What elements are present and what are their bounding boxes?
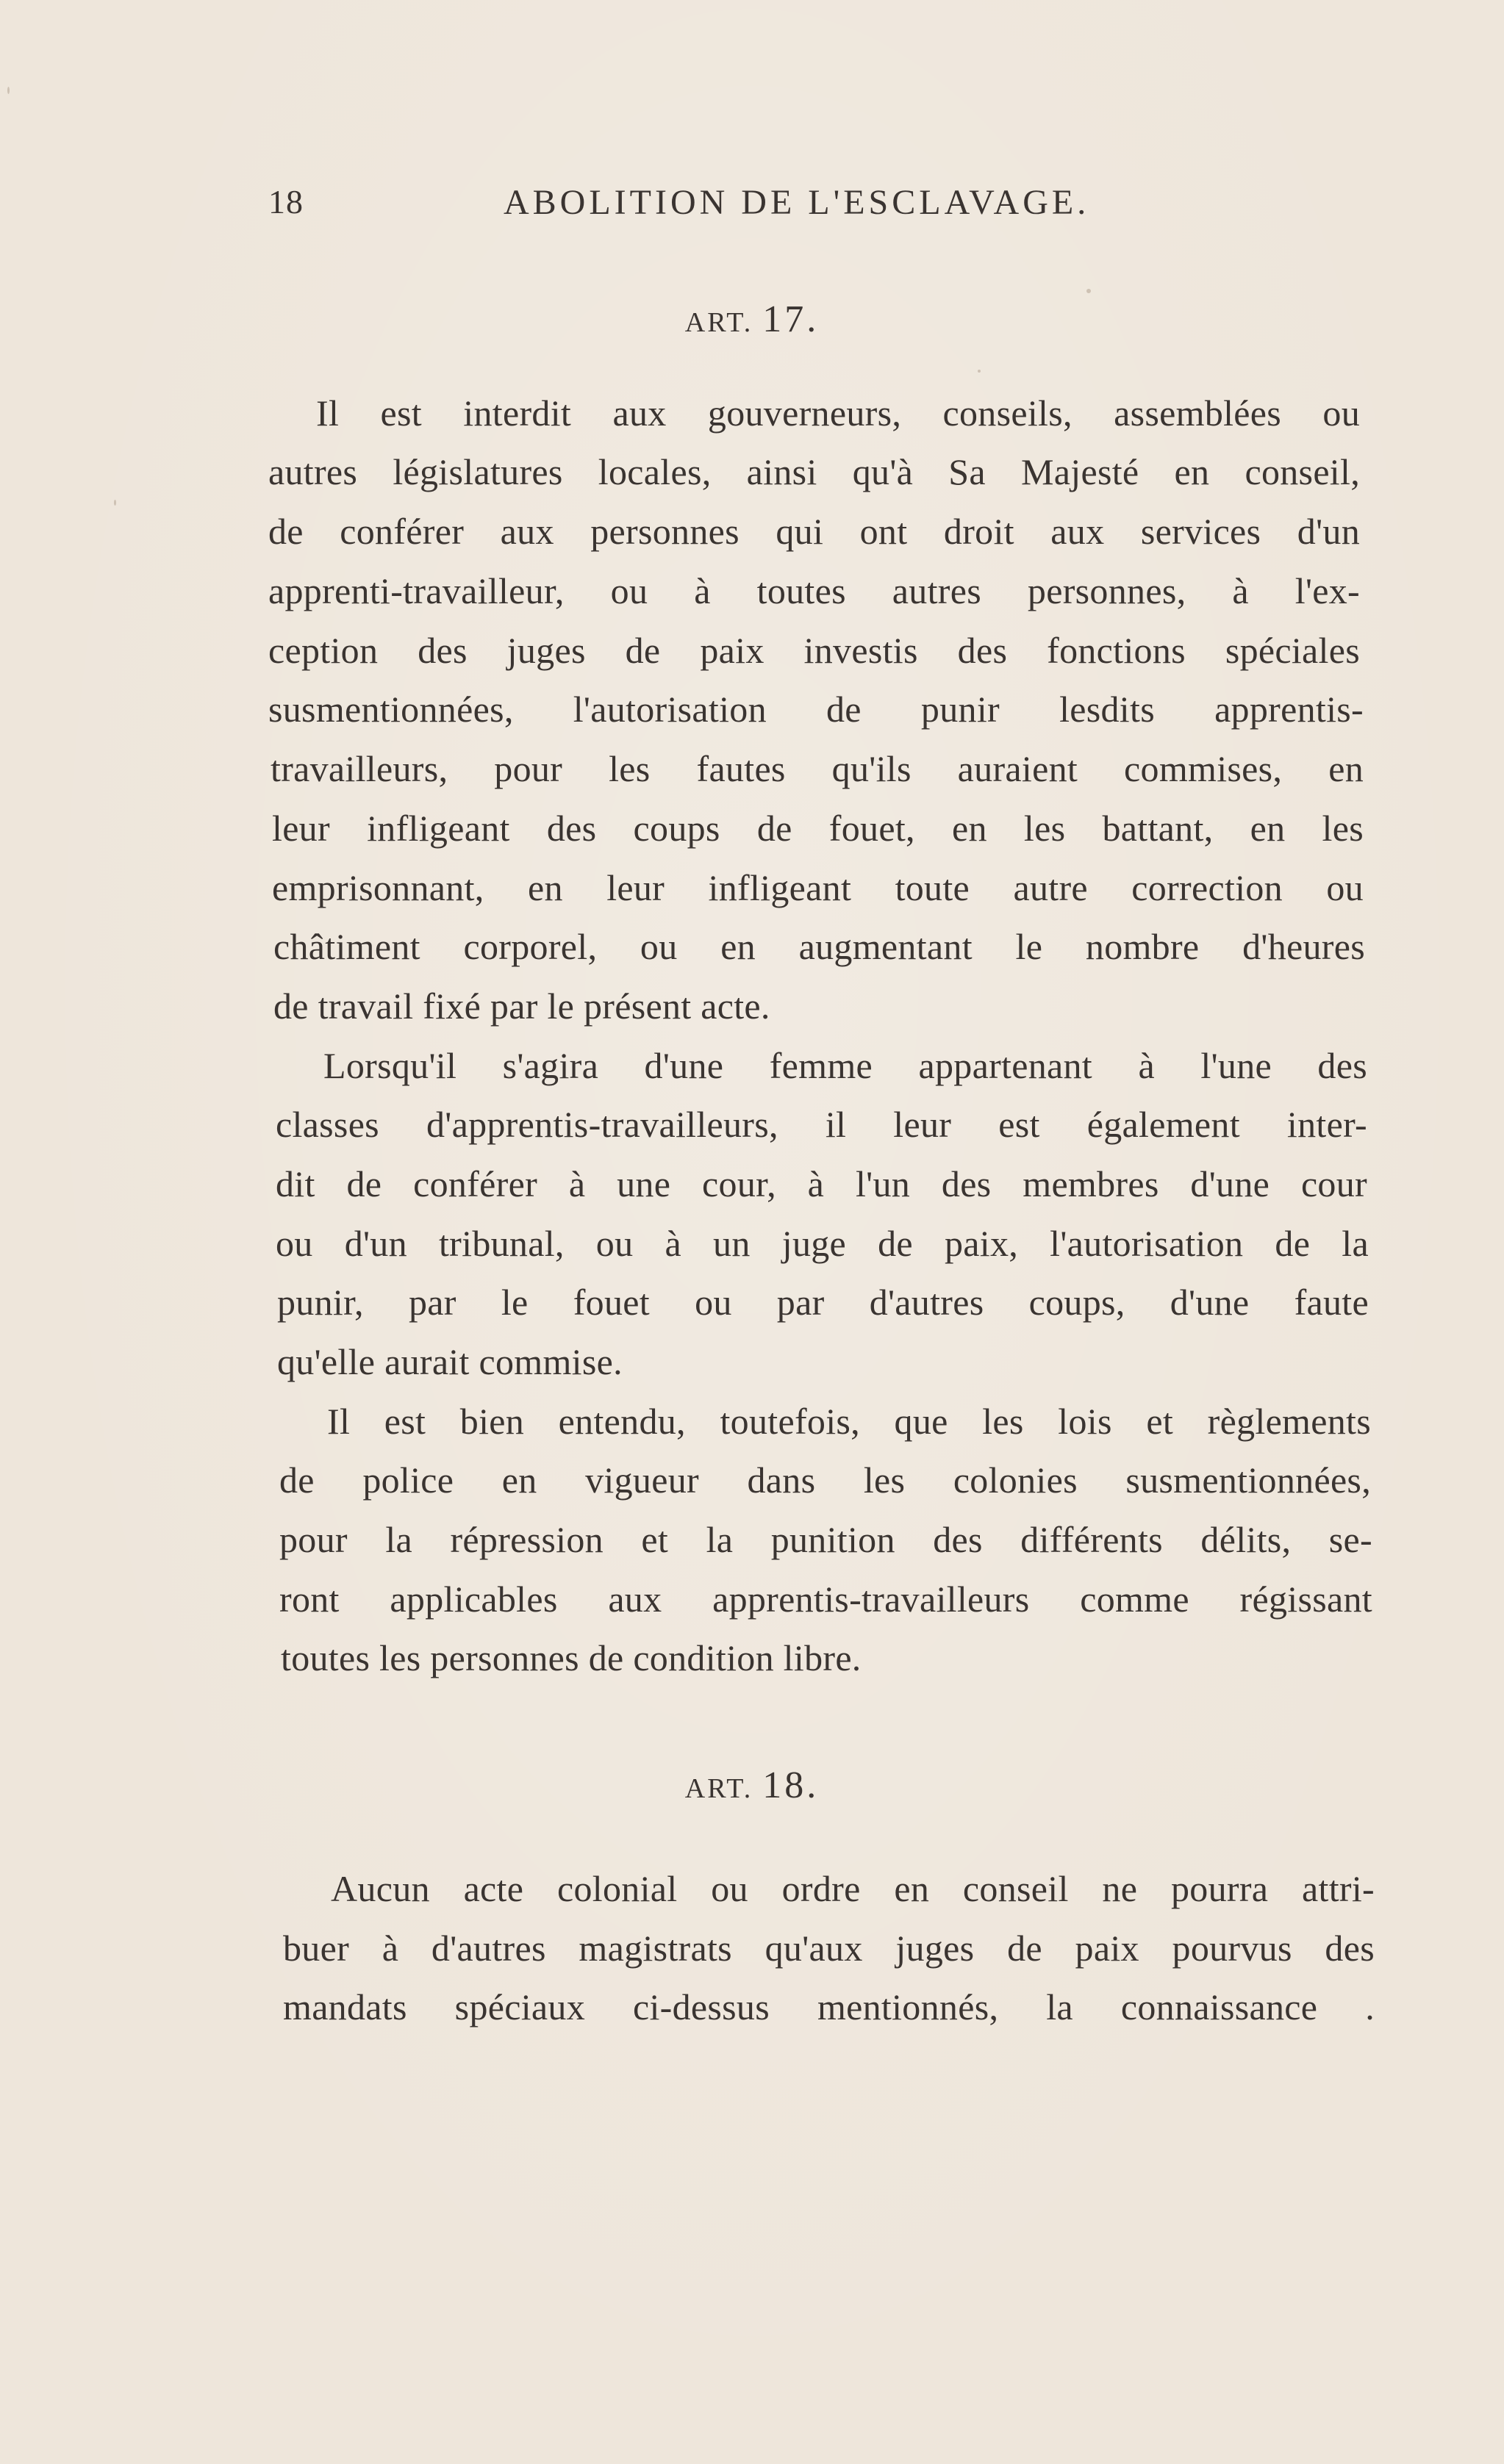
text-line: emprisonnant, en leur infligeant toute autre correction ou <box>272 867 1364 908</box>
text-line: buer à d'autres magistrats qu'aux juges de paix pourvus des <box>283 1928 1375 1969</box>
text-line: autres législatures locales, ainsi qu'à Sa Majesté en conseil, <box>268 451 1360 492</box>
text-line: ou d'un tribunal, ou à un juge de paix, l'autorisation de la <box>276 1223 1369 1264</box>
text-line: mandats spéciaux ci-dessus mentionnés, la connaissance . <box>283 1986 1375 2027</box>
text-line: toutes les personnes de condition libre. <box>281 1637 862 1678</box>
text-line: pour la répression et la punition des différents délits, se- <box>279 1519 1372 1560</box>
article-number: 18. <box>762 1764 820 1806</box>
text-line: ront applicables aux apprentis-travailleurs comme régissant <box>279 1578 1372 1620</box>
text-line: punir, par le fouet ou par d'autres coups, d'une faute <box>277 1282 1369 1323</box>
text-line: Il est bien entendu, toutefois, que les lois et règlements <box>327 1401 1371 1442</box>
article-number: 17. <box>762 298 820 340</box>
running-title: ABOLITION DE L'ESCLAVAGE. <box>504 183 1090 222</box>
paper-speck <box>978 370 981 373</box>
article-18-heading <box>0 1764 1504 1807</box>
article-label: ART. <box>684 307 753 338</box>
text-line: de conférer aux personnes qui ont droit aux services d'un <box>268 511 1360 552</box>
text-line: Aucun acte colonial ou ordre en conseil ne pourra attri- <box>331 1868 1375 1909</box>
text-line: châtiment corporel, ou en augmentant le nombre d'heures <box>273 926 1365 967</box>
text-line: dit de conférer à une cour, à l'un des membres d'une cour <box>276 1163 1367 1204</box>
paper-speck <box>114 500 116 506</box>
text-line: susmentionnées, l'autorisation de punir lesdits apprentis- <box>268 689 1364 730</box>
paper-speck <box>1086 289 1091 293</box>
text-line: ception des juges de paix investis des fonctions spéciales <box>268 630 1360 671</box>
article-label: ART. <box>684 1773 753 1804</box>
text-line: classes d'apprentis-travailleurs, il leur est également inter- <box>276 1104 1367 1145</box>
text-line: leur infligeant des coups de fouet, en les battant, en les <box>272 808 1364 849</box>
article-17-heading <box>0 298 1504 341</box>
running-head <box>268 182 1139 234</box>
text-line: Il est interdit aux gouverneurs, conseils, assemblées ou <box>316 392 1360 434</box>
text-line: de travail fixé par le présent acte. <box>273 985 770 1027</box>
text-line: de police en vigueur dans les colonies susmentionnées, <box>279 1459 1371 1501</box>
text-line: travailleurs, pour les fautes qu'ils auraient commises, en <box>271 748 1364 789</box>
page-number: 18 <box>268 183 304 220</box>
text-line: apprenti-travailleur, ou à toutes autres personnes, à l'ex- <box>268 570 1360 611</box>
paper-speck <box>7 87 10 94</box>
text-line: Lorsqu'il s'agira d'une femme appartenant à l'une des <box>323 1045 1367 1086</box>
text-line: qu'elle aurait commise. <box>277 1341 623 1382</box>
